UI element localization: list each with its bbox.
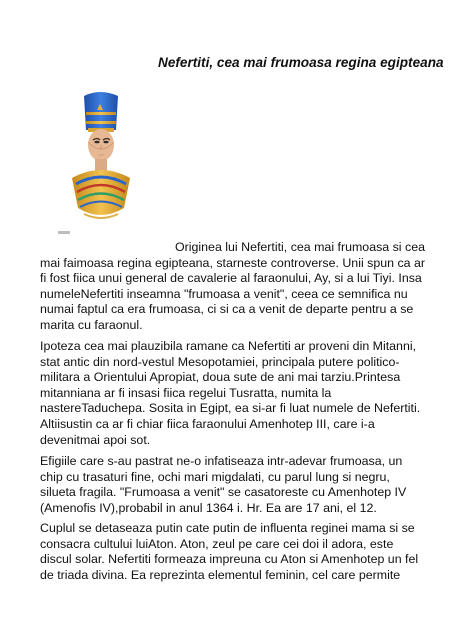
text-line: Originea lui Nefertiti, cea mai frumoasa si cea (175, 240, 425, 254)
text-line: de triada divina. Ea reprezinta elementul feminin, cel care permite (40, 567, 401, 582)
text-line: Efigiile care s-au pastrat ne-o infatiseaza intr-adevar frumoasa, un (40, 454, 403, 468)
text-line: consacra cultului luiAton. Aton, zeul pe care cei doi il adora, este (40, 536, 394, 551)
text-line: devenitmai apoi sot. (40, 432, 151, 447)
text-line: numeleNefertiti inseamna "frumoasa a venit", ceea ce semnifica nu (40, 286, 408, 301)
text-line: mai faimoasa regina egipteana, starneste controverse. Unii spun ca ar (40, 255, 426, 270)
text-line: chip cu trasaturi fine, ochi mari migdalati, cu parul lung si negru, (40, 469, 390, 484)
nefertiti-portrait-image (66, 90, 134, 236)
text-line: (Amenofis IV),probabil in anul 1364 i. Hr. Ea are 17 ani, el 12. (40, 500, 377, 515)
text-line: marita cu faraonul. (40, 317, 143, 332)
text-line: militara a Orientului Apropiat, doua sute de ani mai tarziu.Printesa (40, 370, 401, 385)
paragraph-origin (40, 240, 440, 334)
text-line: mitanniana ar fi insasi fiica regelui Tusratta, numita la (40, 385, 332, 400)
paragraph-hypothesis (40, 339, 440, 448)
image-caption-mark (58, 231, 70, 234)
paragraph-effigies (40, 454, 440, 516)
text-line: discul solar. Nefertiti formeaza impreuna cu Aton si Amenhotep un fel (40, 552, 419, 567)
text-line: nastereTaduchepa. Sosita in Egipt, ea si-ar fi luat numele de Nefertiti. (40, 401, 421, 416)
document-title: Nefertiti, cea mai frumoasa regina egipteana (158, 55, 444, 70)
text-line: numai faptul ca era frumoasa, ci si ca a venit de departe pentru a se (40, 302, 414, 317)
text-line: Cuplul se detaseaza putin cate putin de influenta reginei mama si se (40, 521, 415, 535)
text-line: fi fost fiica unui general de cavalerie al faraonului, Ay, si a lui Tiyi. Insa (40, 271, 422, 286)
paragraph-couple (40, 521, 440, 583)
text-line: silueta fragila. "Frumoasa a venit" se casatoreste cu Amenhotep IV (40, 485, 407, 500)
text-line: Altiisustin ca ar fi chiar fiica faraonului Amenhotep III, care i-a (40, 416, 375, 431)
text-line: Ipoteza cea mai plauzibila ramane ca Nefertiti ar proveni din Mitanni, (40, 339, 417, 353)
text-line: stat antic din nord-vestul Mesopotamiei, principala putere politico- (40, 354, 400, 369)
